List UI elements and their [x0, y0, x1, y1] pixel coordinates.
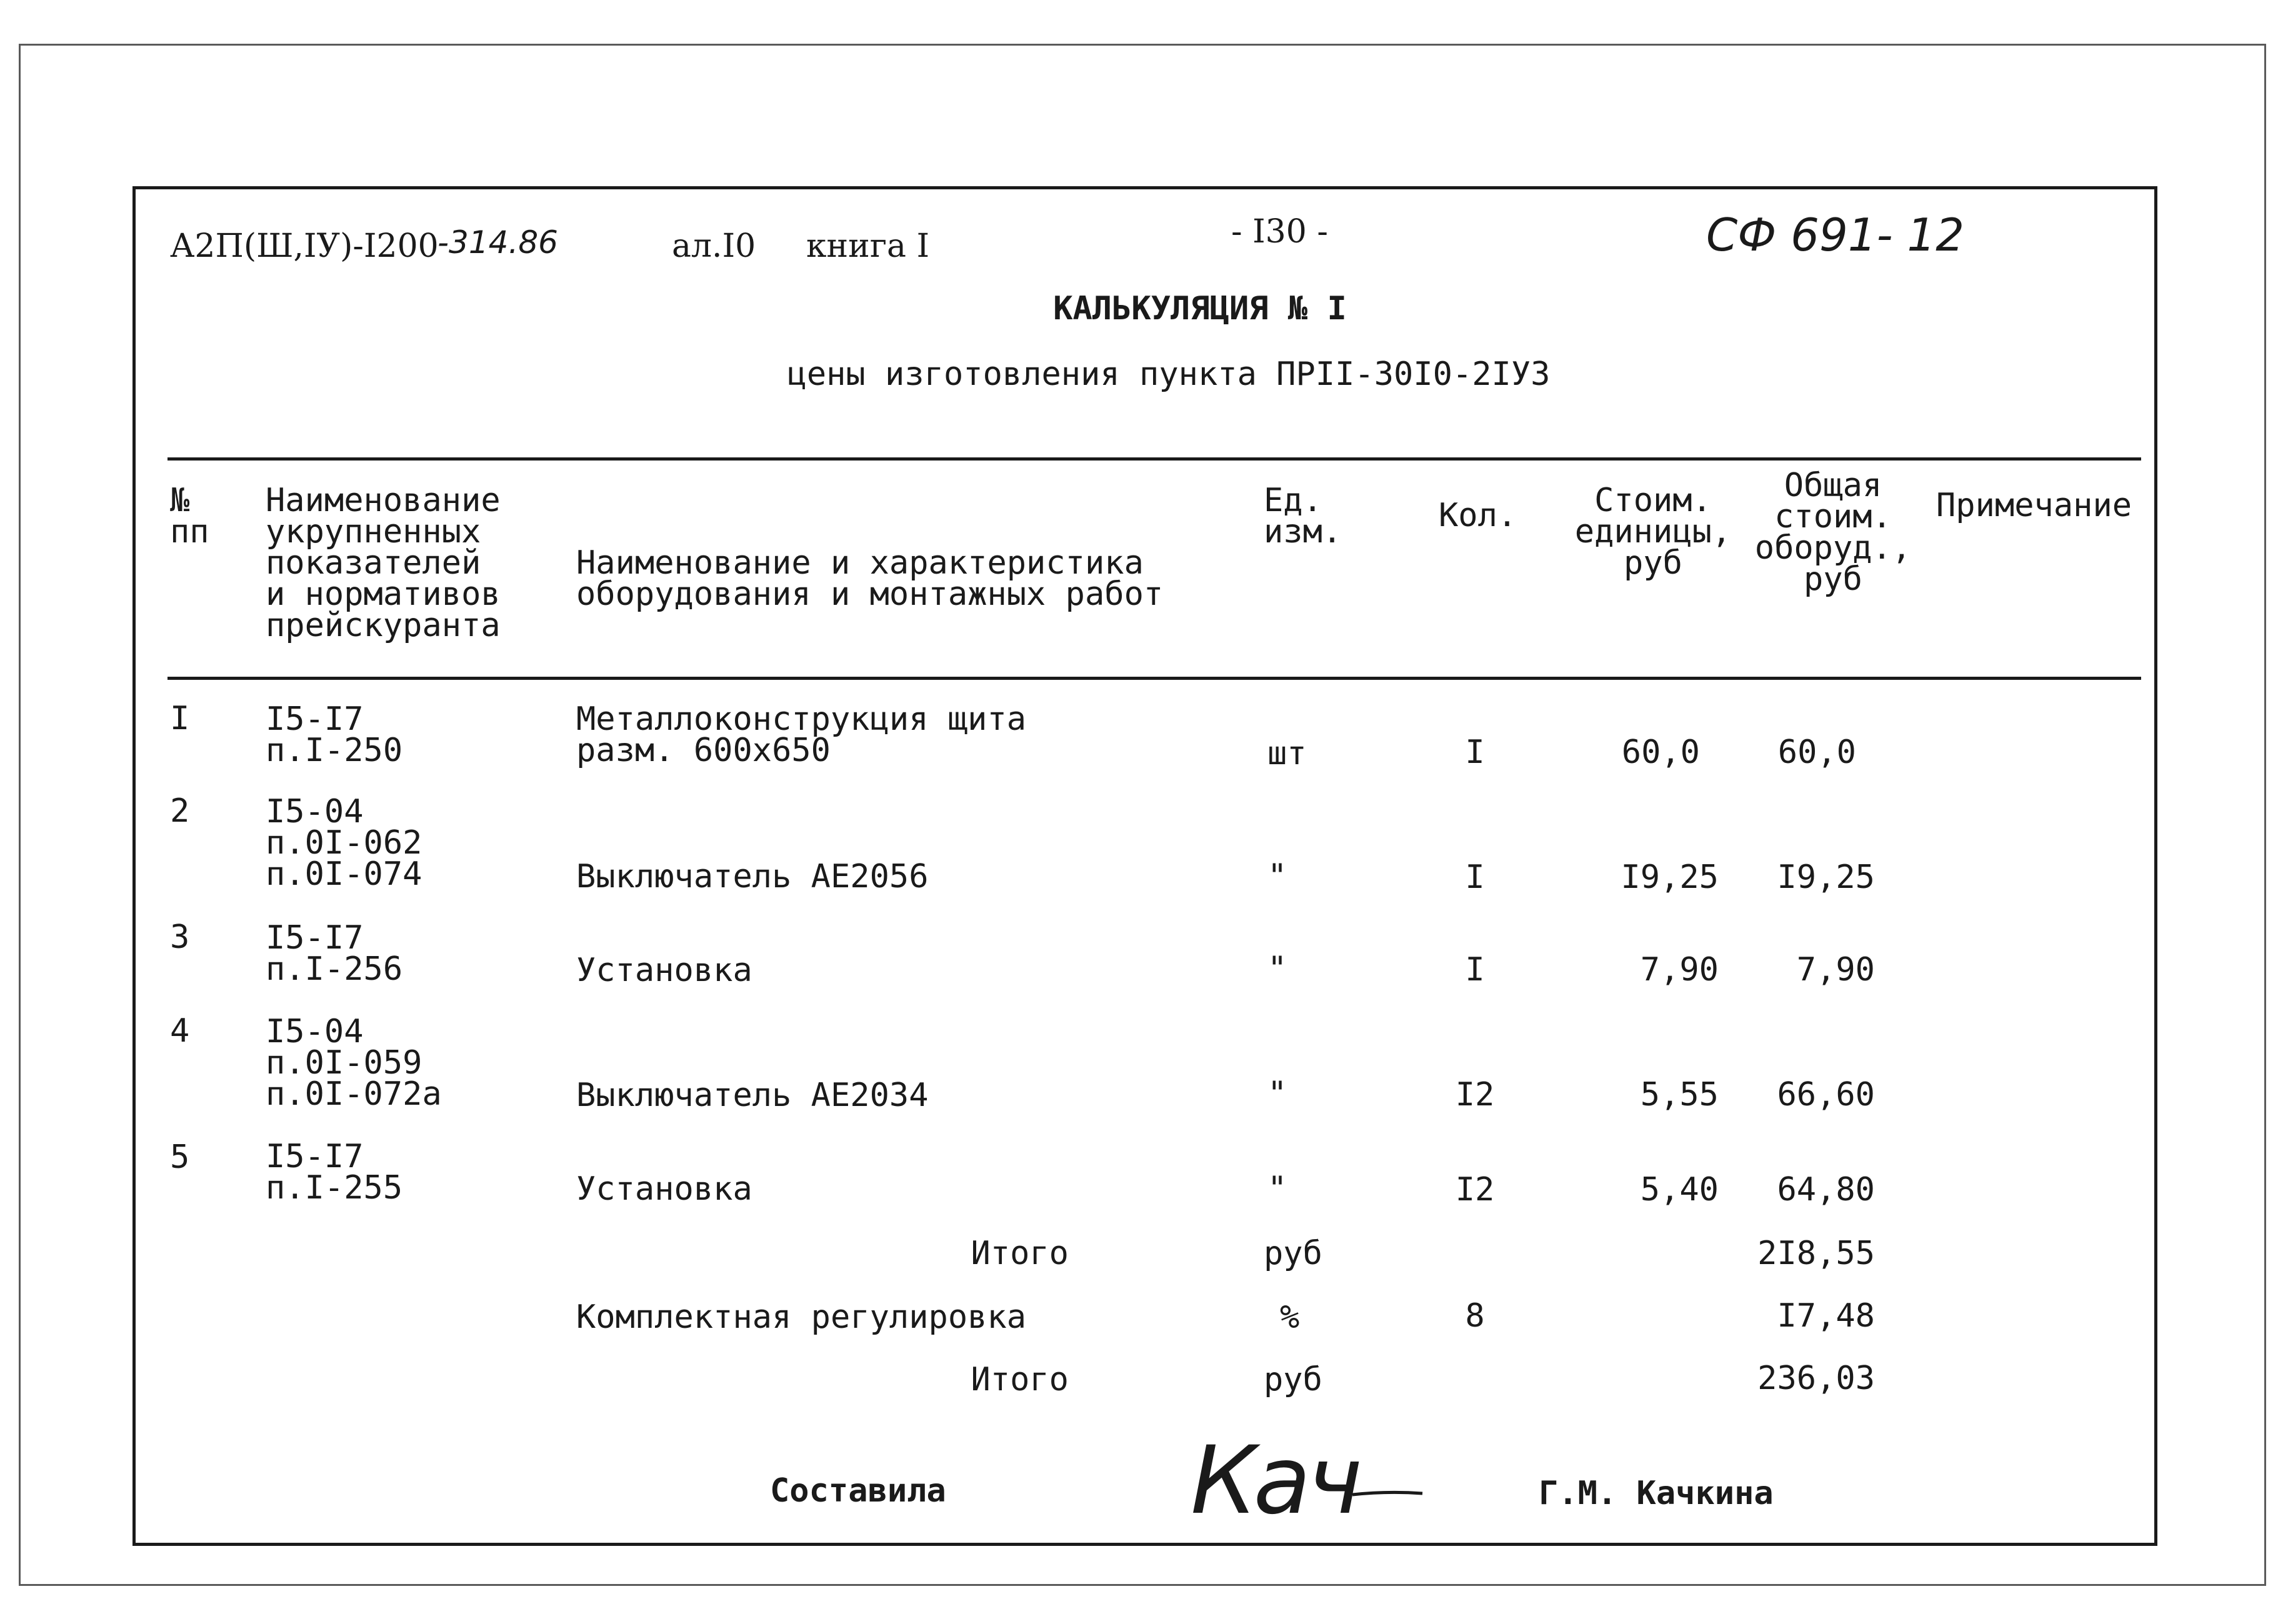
col-header-equipment: Наименование и характеристика оборудования и монтажных работ — [576, 544, 1164, 613]
row-name: Установка — [576, 952, 752, 989]
row-unit-cost: I9,25 — [1621, 859, 1719, 896]
summary-unit: руб — [1264, 1235, 1322, 1272]
col-header-indicators: Наименование укрупненных показателей и нормативов прейскуранта — [266, 482, 501, 644]
signature-dash — [1350, 1487, 1425, 1500]
row-unit-cost: 7,90 — [1640, 951, 1719, 989]
row-qty: I2 — [1455, 1171, 1495, 1208]
summary-unit: руб — [1264, 1361, 1322, 1398]
row-unit: " — [1267, 950, 1287, 987]
row-unit-cost: 60,0 — [1621, 734, 1700, 771]
summary-total: I7,48 — [1777, 1297, 1875, 1335]
row-total: 60,0 — [1777, 734, 1856, 771]
row-total: 64,80 — [1777, 1171, 1875, 1208]
doc-code: А2П(Ш,IУ)-I200 — [170, 227, 439, 265]
compiled-by-label: Составила — [770, 1472, 946, 1510]
row-qty: I2 — [1455, 1076, 1495, 1113]
row-code: I5-I7 п.I-255 — [266, 1138, 403, 1207]
row-code: I5-I7 п.I-256 — [266, 919, 403, 988]
summary-total: 236,03 — [1757, 1360, 1875, 1397]
row-number: I — [170, 700, 190, 737]
row-unit: " — [1267, 1170, 1287, 1207]
calculation-subtitle: цены изготовления пункта ПРII-30I0-2IУ3 — [787, 356, 1551, 393]
row-name: Установка — [576, 1170, 752, 1208]
book-number: книга I — [806, 227, 930, 265]
row-number: 5 — [170, 1138, 190, 1176]
col-header-note: Примечание — [1936, 487, 2132, 524]
col-header-qty: Кол. — [1439, 497, 1517, 534]
summary-label: Итого — [971, 1235, 1069, 1272]
row-qty: I — [1465, 951, 1485, 989]
row-total: 7,90 — [1796, 951, 1875, 989]
row-name: Металлоконструкция щита разм. 600х650 — [576, 700, 1027, 769]
handwritten-reference: СФ 691- 12 — [1706, 209, 1965, 261]
row-qty: I — [1465, 859, 1485, 896]
row-total: I9,25 — [1777, 859, 1875, 896]
col-header-total-cost: Общая стоим. оборуд., руб — [1754, 467, 1912, 598]
compiler-name: Г.М. Качкина — [1539, 1475, 1774, 1512]
row-code: I5-I7 п.I-250 — [266, 700, 403, 769]
row-number: 2 — [170, 792, 190, 830]
table-top-rule — [167, 457, 2141, 461]
summary-unit: % — [1280, 1298, 1300, 1336]
col-header-num: № пп — [170, 482, 209, 550]
summary-label: Комплектная регулировка — [576, 1298, 1027, 1336]
row-unit-cost: 5,55 — [1640, 1076, 1719, 1113]
col-header-unit: Ед. изм. — [1264, 482, 1342, 550]
sheet-number: ал.I0 — [672, 227, 756, 265]
table-header-rule — [167, 677, 2141, 680]
row-number: 3 — [170, 919, 190, 956]
row-total: 66,60 — [1777, 1076, 1875, 1113]
col-header-unit-cost: Стоим. единицы, руб — [1574, 482, 1732, 582]
calculation-title: КАЛЬКУЛЯЦИЯ № I — [1053, 290, 1347, 327]
doc-code-handwritten: -314.86 — [437, 224, 558, 261]
row-unit-cost: 5,40 — [1640, 1171, 1719, 1208]
summary-qty: 8 — [1465, 1297, 1485, 1335]
row-number: 4 — [170, 1012, 190, 1050]
row-name: Выключатель АЕ2034 — [576, 1077, 929, 1114]
summary-total: 2I8,55 — [1757, 1235, 1875, 1272]
row-code: I5-04 п.0I-059 п.0I-072а — [266, 1013, 442, 1113]
row-name: Выключатель АЕ2056 — [576, 858, 929, 895]
signature: Кач — [1191, 1427, 1359, 1535]
row-unit: " — [1267, 857, 1287, 895]
summary-label: Итого — [971, 1361, 1069, 1398]
row-qty: I — [1465, 734, 1485, 771]
row-unit: " — [1267, 1075, 1287, 1112]
page-number: - I30 - — [1231, 213, 1328, 251]
row-code: I5-04 п.0I-062 п.0I-074 — [266, 793, 422, 893]
row-unit: шт — [1267, 735, 1307, 772]
